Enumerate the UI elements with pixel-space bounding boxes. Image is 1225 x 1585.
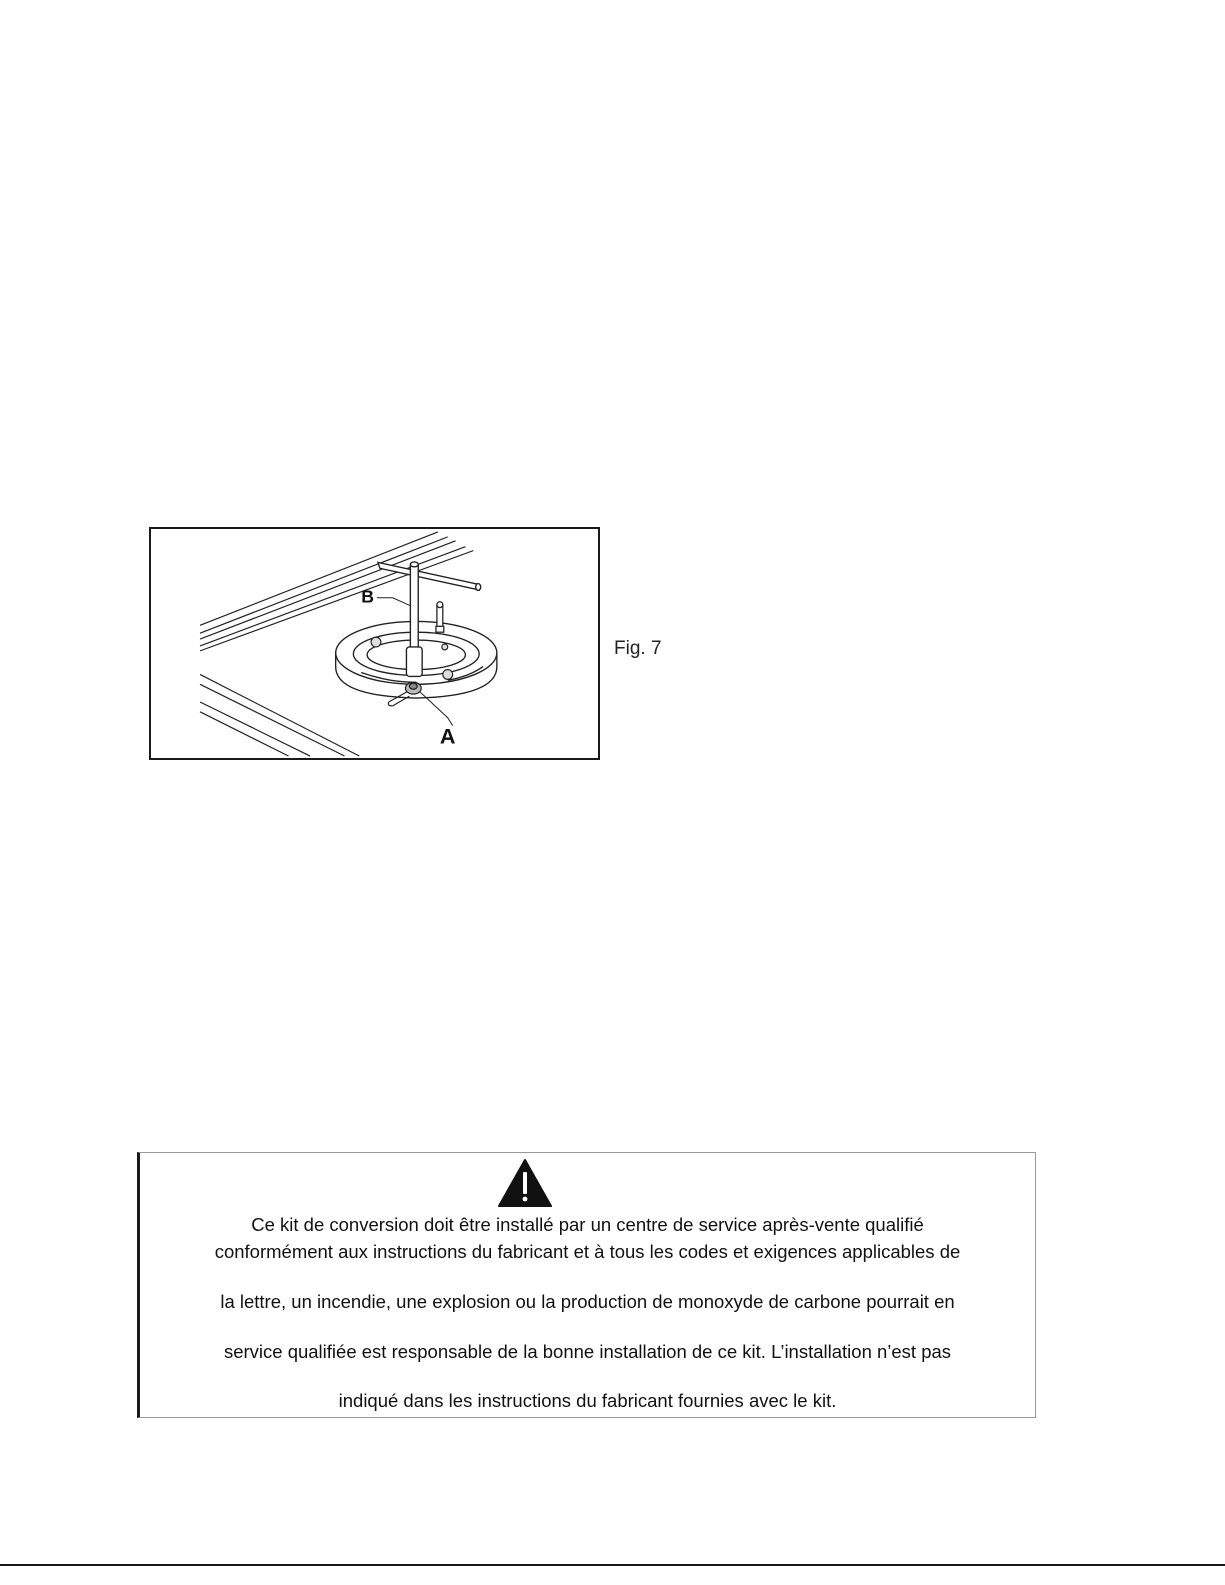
warning-line-4: service qualifiée est responsable de la bonne installation de ce kit. L’installation n’est pas (223, 1341, 952, 1362)
warning-triangle-icon (497, 1158, 553, 1208)
page-bottom-rule (0, 1564, 1225, 1566)
warning-box (137, 1152, 1036, 1418)
figure-7-illustration (149, 527, 600, 760)
warning-line-3: la lettre, un incendie, une explosion ou la production de monoxyde de carbone pourrait en (220, 1291, 955, 1312)
burner-wrench-drawing (151, 529, 598, 758)
figure-caption: Fig. 7 (614, 638, 662, 659)
warning-line-1: Ce kit de conversion doit être installé par un centre de service après-vente qualifié (251, 1214, 924, 1235)
label-b: B (361, 586, 375, 607)
warning-line-5: indiqué dans les instructions du fabricant fournies avec le kit. (338, 1390, 837, 1411)
warning-line-2: conformément aux instructions du fabricant et à tous les codes et exigences applicables de (214, 1241, 961, 1262)
label-a: A (439, 723, 456, 749)
